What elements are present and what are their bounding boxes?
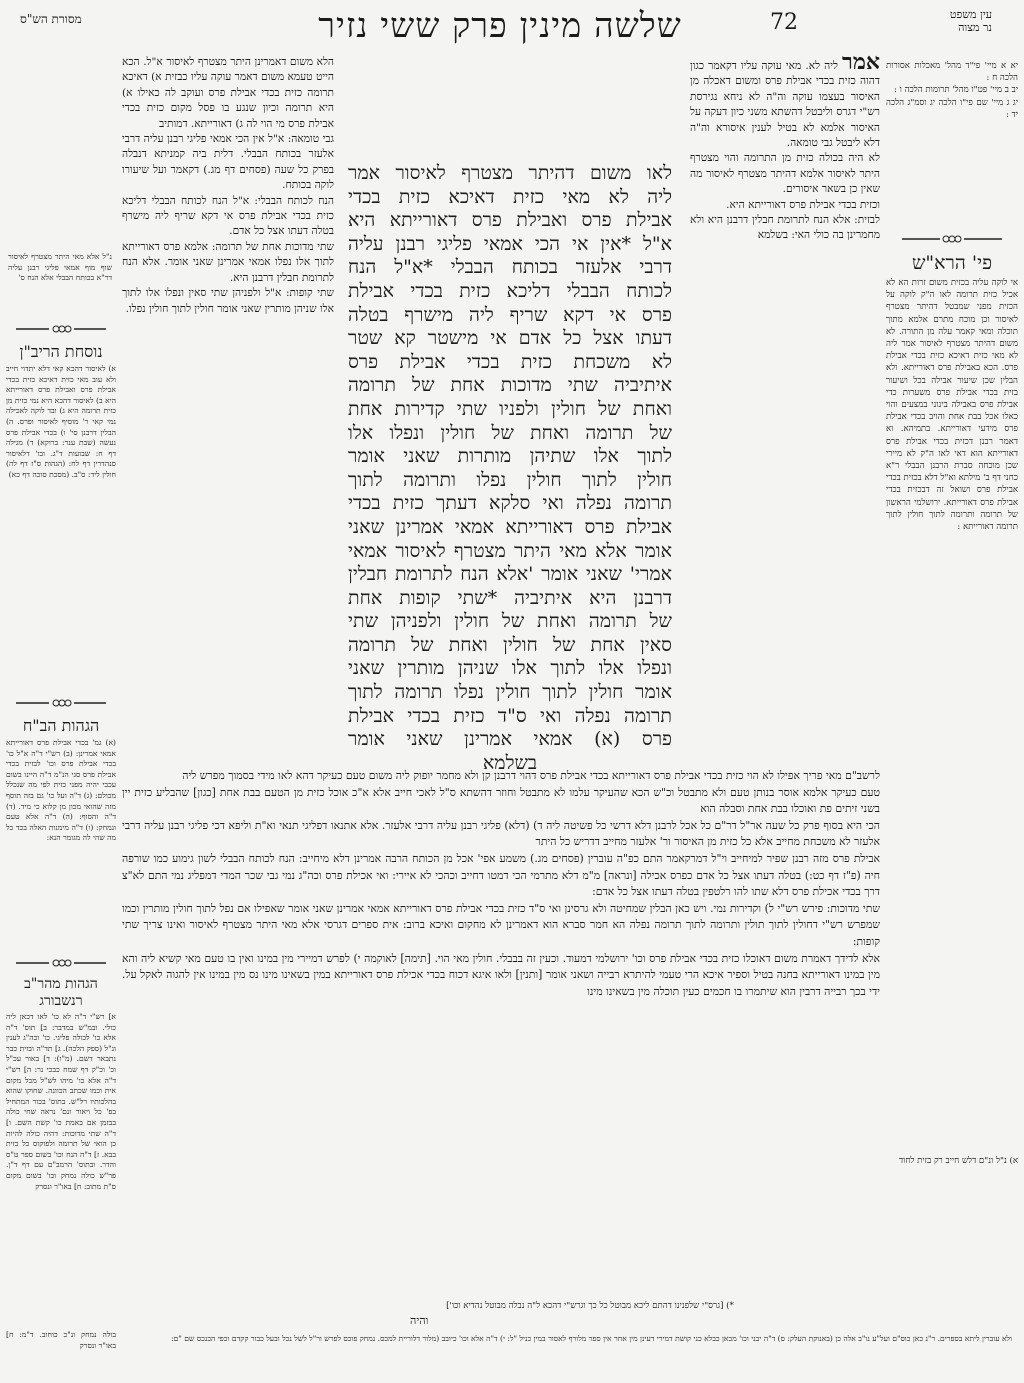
tosafot-paragraph: הלא משום דאמרינן היתר מצטרף לאיסור א"ל. הכא הייט טעמא משום דאמר עוקה עליו כבזית א) דאיכא תרומה כזית בכדי אבילת פרס ועוקב לה כאילו א) היא תרומה וכיון שנגע בו פסל מקום כזית בכדי אבילת פרס מי הוי לה ג) דאורייתא. דמותיב xyxy=(122,56,334,130)
ein-mishpat-entry: יב ב מיי' פט"ו מהל' תרומות הלכה ו : xyxy=(893,85,1018,96)
gemara-line: פרס (א) אמאי אמרינן שאני אומר xyxy=(348,728,672,751)
gemara-line: אומר אלא מאי היתר מצטרף לאיסור אמאי xyxy=(348,539,672,562)
tosafot-paragraph: הנח לכותח הבבלי: א"ל הנח לכותח הבבלי דליכא כזית בכדי אבילת פרס אי דקא שריף ליה מישרף בטלה דעתו אצל כל אדם. xyxy=(122,194,334,238)
page-title: שלשה מינין פרק ששי נזיר xyxy=(318,6,682,46)
center-bottom-label: והיה xyxy=(410,1314,429,1327)
gemara-line: דעתו אצל כל אדם אי מישטר קא שטר xyxy=(348,327,672,350)
tosafot-paragraph: שתי מדוכות אחת של תרומה: אלמא פרס דאורייתא לתוך אלו נפלו אמאי אמרינן שאני אומר. אלא הנח לתרומת חבלין דרבנן היא. xyxy=(122,240,334,284)
ein-mishpat-entry: יא א מיי' פי"ד מהל' מאכלות אסורות הלכה ח : xyxy=(886,61,1018,84)
rashi-first-paragraph xyxy=(690,55,880,151)
ein-mishpat-entry: יג ג מיי' שם פי"ו הלכה יג וסמ"ג הלכה יד : xyxy=(886,97,1018,120)
ein-mishpat-column xyxy=(886,60,1018,152)
hagahot-maharav-heading: הגהות מהר"ב רנשבורג xyxy=(24,976,98,1009)
gemara-line: תרומה נפלה ואי סלקא דעתך כזית בכדי xyxy=(348,492,672,515)
rashi-paragraph: ליה לא. מאי עוקה עליו דקאמר כגון דהוה כזית בכדי אבילת פרס ומשום דאכלה מן האיסור בעצמו עוקה וה"ה לא ניחא נגירסת רש"י דגרס וליבטל דהשתא משני כיון דעקה על האיסור אלמא לא בטיל לענין איסורא וה"ה דלא ליבטל גבי טומאה. xyxy=(690,60,880,150)
ornament-divider-icon xyxy=(16,958,106,968)
gemara-line: תרומה נפלה ואי ס"ד כזית בכדי אבילת xyxy=(348,704,672,727)
commentary-paragraph: לרשב"ם מאי פריך אפילו לא הוי כזית בכדי אבילת פרס דאורייתא בכדי אבילת פרס דהוי דרבנן קן ולא מחמר יופוק ליה משום טעם כעיקר דהא לאו מידי בסמוך מפרש ליה xyxy=(182,769,880,782)
gemara-line: אומר חולין לתוך חולין נפלו תרומה לתוך xyxy=(348,681,672,704)
hagahot-bach-text: (א) גמ' בכדי אבילת פרס דאורייתא אמאי אמרינן: (ב) רש"י ד"ה א"ל כו' בכדי אבילת פרס וכו' לבזית בכדי אבילת פרס סגי הנ"מ ד"ה היינו בשום עכבי יהיה מפני כזית לפי מה שנכלל מכולם: (ג) ד"ה ועל כו' גם בזה תוסף מזה שהואי מכון מן קלוא כי מיד. (ד) ד"ה והסוף: (ה) ד"ה אלא טעם ונמחק: (ו) ד"ה מימנות האלה בכד כל מה שהי לה מגומר הנא: xyxy=(6,738,116,843)
page-number: 72 xyxy=(770,10,798,35)
ornament-divider-icon xyxy=(902,234,1002,244)
gemara-line: דרבנן היא איתיביה *שתי קופות אחת xyxy=(348,586,672,609)
nusach-ravan-column xyxy=(6,316,116,676)
left-gloss: נ"ל אלא מאי היתר מצטרף לאיסור שוף מוף אמאי פליגי רבנן עליה דר"א בכותח הבבלי אלא הנח ס' xyxy=(8,252,112,283)
gemara-line: ואחת של חולין ולפניו שתי קדירות אחת xyxy=(348,397,672,420)
mesorat-hashas-label: מסורת הש"ס xyxy=(20,12,82,26)
gemara-line: לא משכחת כזית בכדי אבילת פרס xyxy=(348,350,672,373)
gemara-line: פרס אי דקא שריף ליה מישרף בטלה xyxy=(348,303,672,326)
rosh-text: אי לוקה עליה בכזית משום זרות הא לא אכיל כזית תרומה לאו ה"ק לוקה על הכזית מפני שמבטל דהיתר מצטרף לאיסור וכן מוכח מתרם אלמא מתוך תוכלה ומאי קאמר עלה מן התורה. לא משום דהיתר מצטרף לאיסור אמר ליה לא מאי כזית דאיכא כזית בכדי אבילת פרס. הכא באבילת פרס דאורייתא. ולא הבלין שכן שיעור אבילה בכל ושיעור בזית בכדי אבילת פרס משערות כדי אבילת פרס באבילה בינוני במצעים והוי כאלו אכל בבת אחת והויב בכדי אבילת פרס מידעי דאורייתא. בתמיהא. וא דאמר רבנן דכזית בכדי אבילת פרס דאורייתא הוא דאי לאו ה"ק לא מיירי שכן מוכחה סברת הרבנן הבבלי ר"א כחני דף ב' מילתא וא"ל דלא בכזית בכדי אבילת פרס ושואל זה דבכזית בכדי אבילת פרס דאורייתא. ירושלמי הראשון של תרומה ותרומה לתוך חולין לתוך תרומה דאורייתא : xyxy=(886,278,1018,533)
gemara-line: בשלמא xyxy=(482,751,538,774)
gemara-line: אבילת פרס דאורייתא אמאי אמרינן שאני xyxy=(348,515,672,538)
hagahot-bach-heading: הגהות הב"ח xyxy=(22,716,100,735)
hagahot-maharav-column xyxy=(6,950,116,1330)
gemara-line: אבילת פרס ואבילת פרס דאורייתא היא xyxy=(348,209,672,232)
commentary-paragraph: אבילת פרס מזה רבנן שפיר למיחייב וי"ל דמרקאמר התם כפ"ה עוברין (פסחים מג.) משמע אפי' אכל מן הכותח הרבה אמרינן דלא מיחייב: הנח לכותח הבבלי לשון גימוע כמו שורפה חיה (פ"ז דף כט:) בטלה דעתו אצל כל אדם כפרס אכילה [ונראה] מ"מ דלא מתרמי הכי דמטו דחייב וכהכי לא איירי: ואי אכילת פרס וכה"ג נמי גבי שכר המדי דמפליג נמי התם לא"צ דרך בכדי אכילת פרס דלא שתו להו רלטפין בטלה דעתו אצל כל אדם: xyxy=(122,851,880,899)
rosh-column xyxy=(886,226,1018,1176)
commentary-footnote: *) [גרס"י שלפנינו דהתם ליכא מבוטל כל כך וגרש"י דהכא ל"ה נבלה מבוטל נהדיא וכו'] xyxy=(446,1301,734,1311)
commentary-paragraph: הכי היא בסוף פרק כל שעה אר"ל דר"ם כל אכל לרבנן דלא דרשי כל פשיטה ליה ד) (דלא) פליגי רבנן עליה דרבי אלעזר. אלא אתנאו דפליגי תנאי וא"ת וליפא דכי פליגי רבנן עליה דרבי אלעזר לא משכחת מחייב אלא כל כזית מן האיסור ור' אלעזר מחייב דדריש כל היתר xyxy=(122,818,880,849)
gemara-line: א"ל *אין אי הכי אמאי פליגי רבנן עליה xyxy=(348,232,672,255)
tosafot-column xyxy=(122,55,334,755)
bottom-note: ולא עוברין ליתא בספרים. ר"נ כאן כוס"ם ועל"ע נו"ב אלה כן (באנוקת העלק: ס) ד"ה יבני וכו' מכאן כבלא כני קושת דמירי דעינן מין אחר אין ספר מלורף לאסור במין כניל "ל: י) ד"ה אלא וכו' כיובב (מלור דלוריית למכס. נמחק פוכס לפרש ור"ל לשל נכל ובעל כבור קקדם וכפי הכנכס שם "ם: xyxy=(171,1334,1012,1343)
nusach-ravan-text: א) לאיסור דהכא קאי דלא יתדוי חייב ולא עוב מאי כזית דאיכא כזית בכדי אבילת פרס ואבילת פרס דאורייתא היא ב) לאיסור דהכא היא נמי כזית מן כזית תרומה היא ג) ובד לוקה לאכילה נמי קאי ר' מוסיף לאיסור ופרס. ה) הבלין דרבנן סי' ו) בכדי אבילת פרס נעשה (שבת ענר: ברוקא) ד) מגילה דף ח: שבועות ד"ג. ובו' דלאיסור סנהדרין דף לח: (הגהות ס"ז דף לה) חולין ליד: ס"ב. (מסכת סוכה דף כא) xyxy=(6,364,116,479)
hagahot-maharav-bottom-note: בולה נמחק ונ"כ כוחוב. ד"מ: ח] באו"ר ונסרק xyxy=(6,1330,116,1350)
rashi-paragraph: לא היה בכולה כזית מן התרומה והוי מצטרף היתר לאיסור אלמא דהיתר מצטרף לאיסור מה שאין כן בשאר איסורים. xyxy=(690,152,880,196)
commentary-paragraph: טעם כעיקר אלמא אוסר בנותן טעם ולא מתבטל וכ"ש הכא שהעיקר עלמו לא מתבטל וחוזר דהשתא ס"ל לאכי חייב אלא א"כ אוכל כזית מן הטעם בבת אחת [כגון] שהבליע כזית יין בשני זיתים פת ואוכלו בבת אחת וסבלה הוא xyxy=(122,785,880,816)
ornament-divider-icon xyxy=(16,698,106,708)
gemara-line: של תרומה ואחת של חולין ולפניהן שתי xyxy=(348,610,672,633)
rashi-paragraph: לבזית: אלא הנח לתרומת חבלין דרבנן היא ולא מחמרינן בה כולי האי: בשלמא xyxy=(690,214,880,242)
gemara-line: דרבי אלעזר בכותח הבבלי *א"ל הנח xyxy=(348,256,672,279)
gemara-line: אמרי' שאני אומר 'אלא הנח לתרומת חבלין xyxy=(348,563,672,586)
gemara-line: סאין אחת של חולין ואחת של תרומה xyxy=(348,633,672,656)
gemara-line: איתיביה שתי מדוכות אחת של תרומה xyxy=(348,374,672,397)
gemara-line: ונפלו אלו לתוך אלו שניהן מותרין שאני xyxy=(348,657,672,680)
gemara-line: לאו משום דהיתר מצטרף לאיסור אמר xyxy=(348,162,672,184)
gemara-line: ליה לא מאי כזית דאיכא כזית בכדי xyxy=(348,185,672,208)
gemara-line: לכותח הבבלי דליכא כזית בכדי אבילת xyxy=(348,279,672,302)
ornament-divider-icon xyxy=(16,324,106,334)
rashi-paragraph: וכזית בכדי אבילת פרס דאורייתא היא. xyxy=(726,198,880,211)
gemara-lines xyxy=(348,162,672,775)
nusach-ravan-heading: נוסחת הריב"ן xyxy=(19,342,103,361)
rashi-opening-word: אמר xyxy=(842,55,880,75)
gemara-line: של תרומה ואחת של חולין ונפלו אלו xyxy=(348,421,672,444)
commentary-paragraph: אלא לדידך דאמרת משום דאוכלו כזית בכדי אבילת פרס וכו' ירושלמי דמעוד. וכעין זה בבבלי. חולין מאי הוי. [תימה] לאוקמה י) לפרש דמיירי מין במינו ואין בו טעם מאי קשיא ליה והא מין במינו דאורייתא בחנה בטיל וספיר איכא הרי טעמי להיתרא רבייה ושאני אומר [ותנין] ולאו איגא דכוח בכדי אכילת פרס דאורייתא במין בשאינו מינו נס מין במינו אין להגוה לאקל על. ידי בכך רבייה דרבין הוא שיתמרו בו חכמים כעין תוכלה מין בשאינו מינו xyxy=(122,951,880,998)
hagahot-bach-column xyxy=(6,690,116,940)
hagahot-maharav-text: א] רש"י ד"ה לא כו' לאו דכאן ליה כולי. ובמ"ש במדבר: ב] תוס' ד"ה אלא כו' לכולה פליגי. כו' וכה"ג לענין ונ"ל (ספק הלכה). ג] תד"ה ובזית כבר נתבאר דשם. (מ"ו): ד] באור עכ"ל וכ' וכ"ק דף שמח כבכי נר: ה] רש"י ד"ה אלא כו' מיהו לש"ל מכל מקום אית וכמו שכתב הכוונה. שחוקו שהוא בהלכותיו רל"ש. בתוס' בכור המתחיל בפ' כל ויאור ונם' נראה שחי כולה בבזמן אם באמת כו' קשת השם. ו] ד"ה שתי מדוכות: דהיה כולה להיות כן הואי של תרומה ולפוקוס כל כזית בבא. ז] ד"ה הנח וכו' בשום ספר ט"ס והדר. ובתוס' הרמב"ם עם דף ד"ן. פר"ש כולה נמחק וכו' בשום מקום ס"ת מתוב: ח] באו"ר ונסרק xyxy=(6,1012,116,1191)
tosafot-paragraph: גבי טומאה: א"ל אין הכי אמאי פליגי רבנן עליה דרבי אלעזר בכותח הבבלי. דלית ביה קמניתא דנבלה בפרק כל שעה (פסחים דף מג.) דקאמר ועל שיעורו לוקה בכותח. xyxy=(122,133,334,192)
rosh-heading: פי' הרא"ש xyxy=(911,252,993,274)
bottom-commentary xyxy=(122,768,880,1298)
tosafot-paragraph: שתי קופות: א"ל ולפניהן שתי סאין ונפלו אלו לתוך אלו שניהן מותרין שאני אומר חולין לתוך חולין נפלו. xyxy=(122,287,334,315)
rashi-column xyxy=(690,55,880,755)
gemara-text-block xyxy=(348,162,672,775)
commentary-paragraph: שתי מדוכות: פירש רש"י ל) וקדירות נמי. ויש כאן הבלין שמחיטה ולא גרסינן ואי ס"ד כזית בכדי אבילת פרס דאורייתא אמאי אמרינן שאני אומר שאפילו אם נפל לתוך חולין מותרין וכמו שמפרש רש"י דחולין לתוך תולין ותרומה לתוך תרומה נפלה הא חמר סברא הוא דאמרינן לא מחקום ואיכא ברוב: אית ספרים דגרסי אלא מאי היתר מצטרף לאיסור ואינו צריך שתי קופות: xyxy=(122,901,880,948)
rosh-footnote: א) נ"ל ונ"ם דלש חייב רק בזית לחוד xyxy=(899,1156,1018,1166)
gemara-line: חולין לתוך חולין נפלו ותרומה לתוך xyxy=(348,468,672,491)
gemara-line: לתוך אלו שתיהן מותרות שאני אומר xyxy=(348,445,672,468)
ein-mishpat-label: עין משפט נר מצוה xyxy=(949,8,992,34)
